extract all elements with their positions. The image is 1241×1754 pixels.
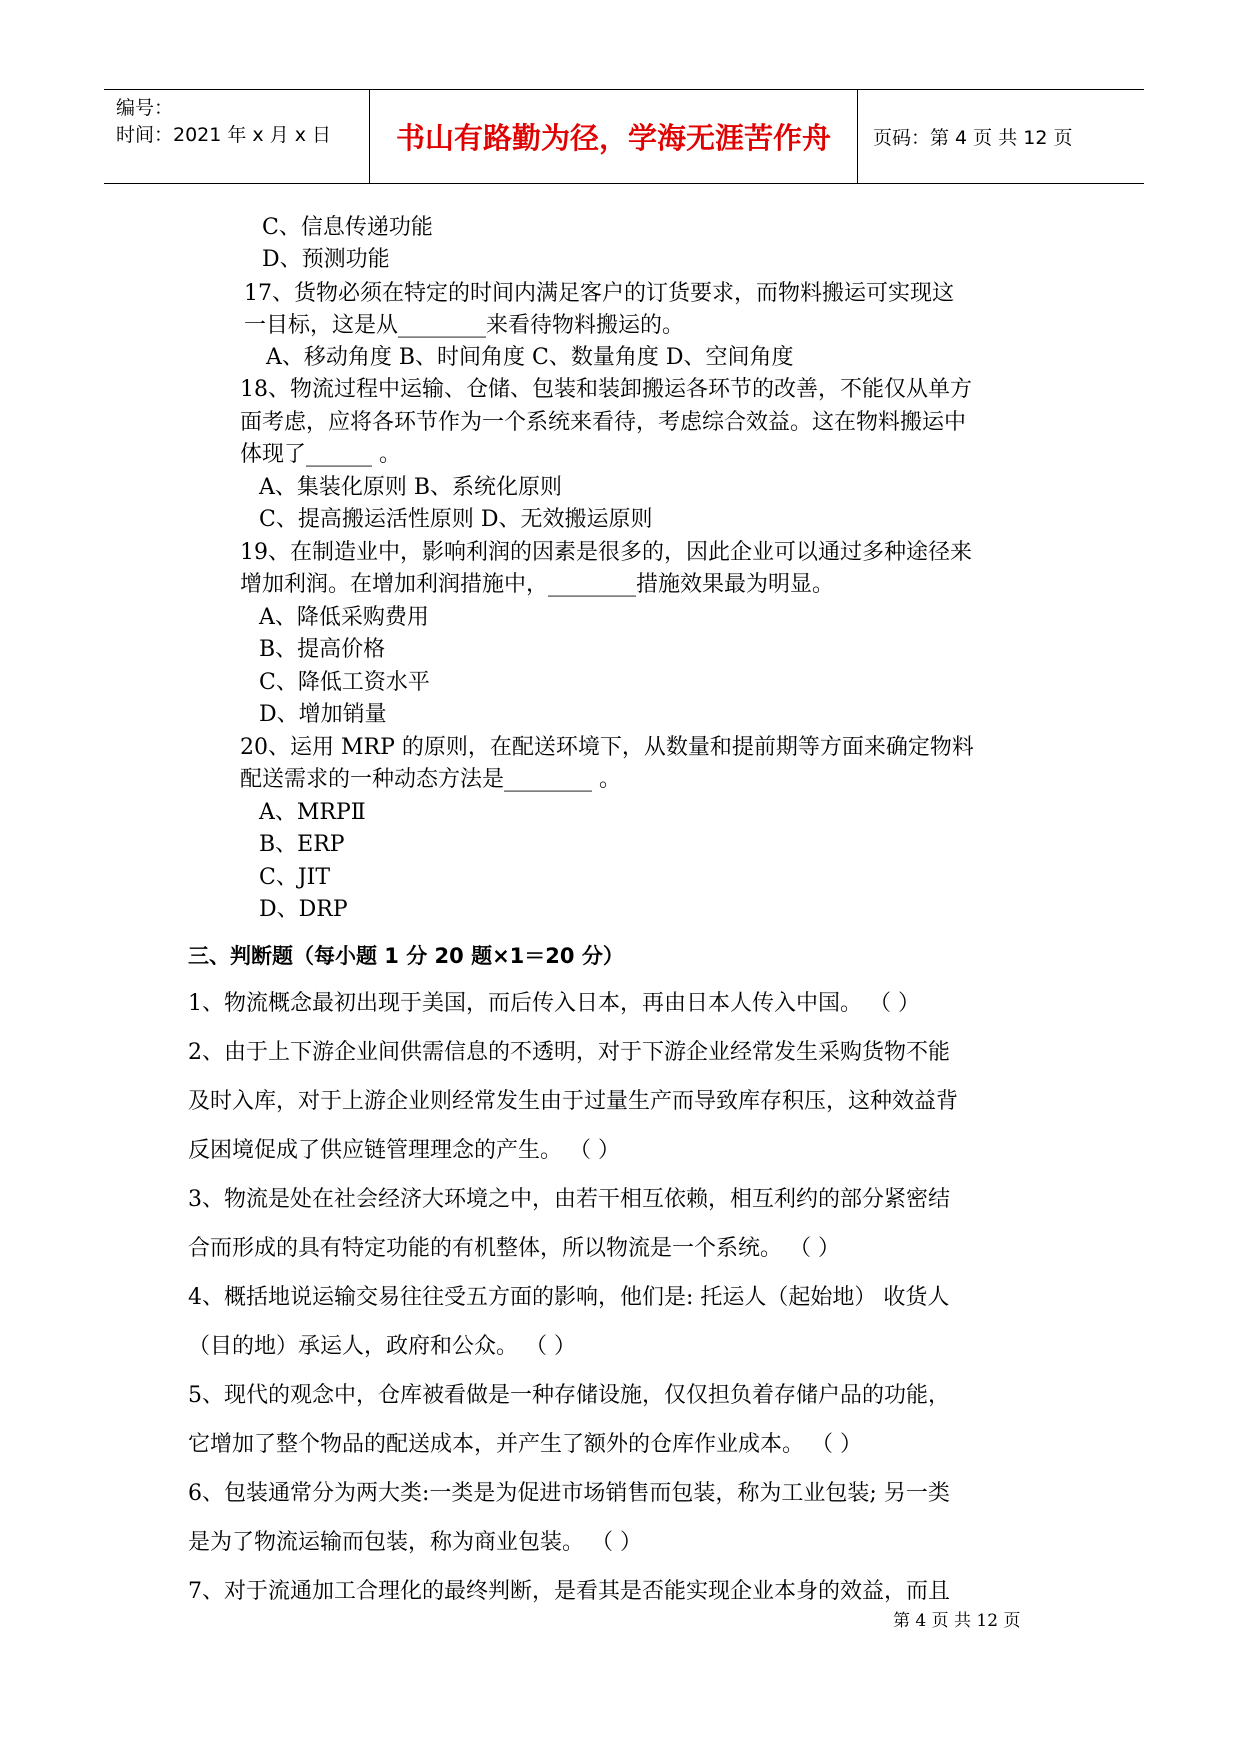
text-line: 5、现代的观念中，仓库被看做是一种存储设施，仅仅担负着存储户品的功能，	[188, 1383, 950, 1408]
text-line: B、ERP	[259, 832, 345, 857]
text-line: 及时入库，对于上游企业则经常发生由于过量生产而导致库存积压，这种效益背	[188, 1089, 959, 1114]
text-line: 一目标，这是从________来看待物料搬运的。	[244, 313, 685, 338]
text-line: C、JIT	[259, 865, 331, 890]
text-line: A、移动角度 B、时间角度 C、数量角度 D、空间角度	[266, 345, 794, 370]
text-line: 17、货物必须在特定的时间内满足客户的订货要求，而物料搬运可实现这	[244, 281, 954, 306]
text-line: 6、包装通常分为两大类:一类是为促进市场销售而包装，称为工业包装; 另一类	[188, 1481, 950, 1506]
text-line: （目的地）承运人，政府和公众。 （ ）	[188, 1334, 576, 1359]
text-line: 合而形成的具有特定功能的有机整体，所以物流是一个系统。 （ ）	[188, 1236, 840, 1261]
document-number-label: 编号：	[116, 97, 174, 119]
page-footer: 第 4 页 共 12 页	[893, 1611, 1021, 1631]
text-line: 3、物流是处在社会经济大环境之中，由若干相互依赖，相互利约的部分紧密结	[188, 1187, 950, 1212]
header-motto: 书山有路勤为径，学海无涯苦作舟	[370, 90, 858, 183]
text-line: 体现了______ 。	[240, 442, 401, 467]
text-line: 4、概括地说运输交易往往受五方面的影响，他们是: 托运人（起始地） 收货人	[188, 1285, 950, 1310]
text-line: C、提高搬运活性原则 D、无效搬运原则	[259, 507, 653, 532]
text-line: 增加利润。在增加利润措施中，________措施效果最为明显。	[240, 572, 835, 597]
text-line: D、预测功能	[262, 247, 390, 272]
text-line: 配送需求的一种动态方法是________ 。	[240, 767, 621, 792]
text-line: 7、对于流通加工合理化的最终判断，是看其是否能实现企业本身的效益，而且	[188, 1579, 950, 1604]
text-line: D、DRP	[259, 897, 348, 922]
header-info-cell	[104, 90, 370, 183]
page-header	[104, 89, 1144, 184]
text-line: 反困境促成了供应链管理理念的产生。 （ ）	[188, 1138, 620, 1163]
text-line: B、提高价格	[259, 637, 386, 662]
text-line: C、降低工资水平	[259, 670, 430, 695]
text-line: A、集装化原则 B、系统化原则	[259, 475, 563, 500]
text-line: D、增加销量	[259, 702, 387, 727]
header-page-number: 页码：第 4 页 共 12 页	[873, 127, 1073, 149]
text-line: 19、在制造业中，影响利润的因素是很多的，因此企业可以通过多种途径来	[240, 540, 972, 565]
document-time-label: 时间：2021 年 x 月 x 日	[116, 124, 332, 146]
text-line: A、降低采购费用	[259, 605, 429, 630]
text-line: 是为了物流运输而包装，称为商业包装。 （ ）	[188, 1530, 642, 1555]
section-heading: 三、判断题（每小题 1 分 20 题×1＝20 分）	[188, 944, 624, 968]
text-line: 2、由于上下游企业间供需信息的不透明，对于下游企业经常发生采购货物不能	[188, 1040, 950, 1065]
text-line: C、信息传递功能	[262, 215, 433, 240]
text-line: 20、运用 MRP 的原则，在配送环境下，从数量和提前期等方面来确定物料	[240, 735, 974, 760]
text-line: 18、物流过程中运输、仓储、包装和装卸搬运各环节的改善，不能仅从单方	[240, 377, 972, 402]
text-line: 1、物流概念最初出现于美国，而后传入日本，再由日本人传入中国。 （ ）	[188, 991, 920, 1016]
text-line: 它增加了整个物品的配送成本，并产生了额外的仓库作业成本。 （ ）	[188, 1432, 862, 1457]
text-line: A、MRPⅡ	[259, 800, 366, 825]
text-line: 面考虑，应将各环节作为一个系统来看待，考虑综合效益。这在物料搬运中	[240, 410, 967, 435]
